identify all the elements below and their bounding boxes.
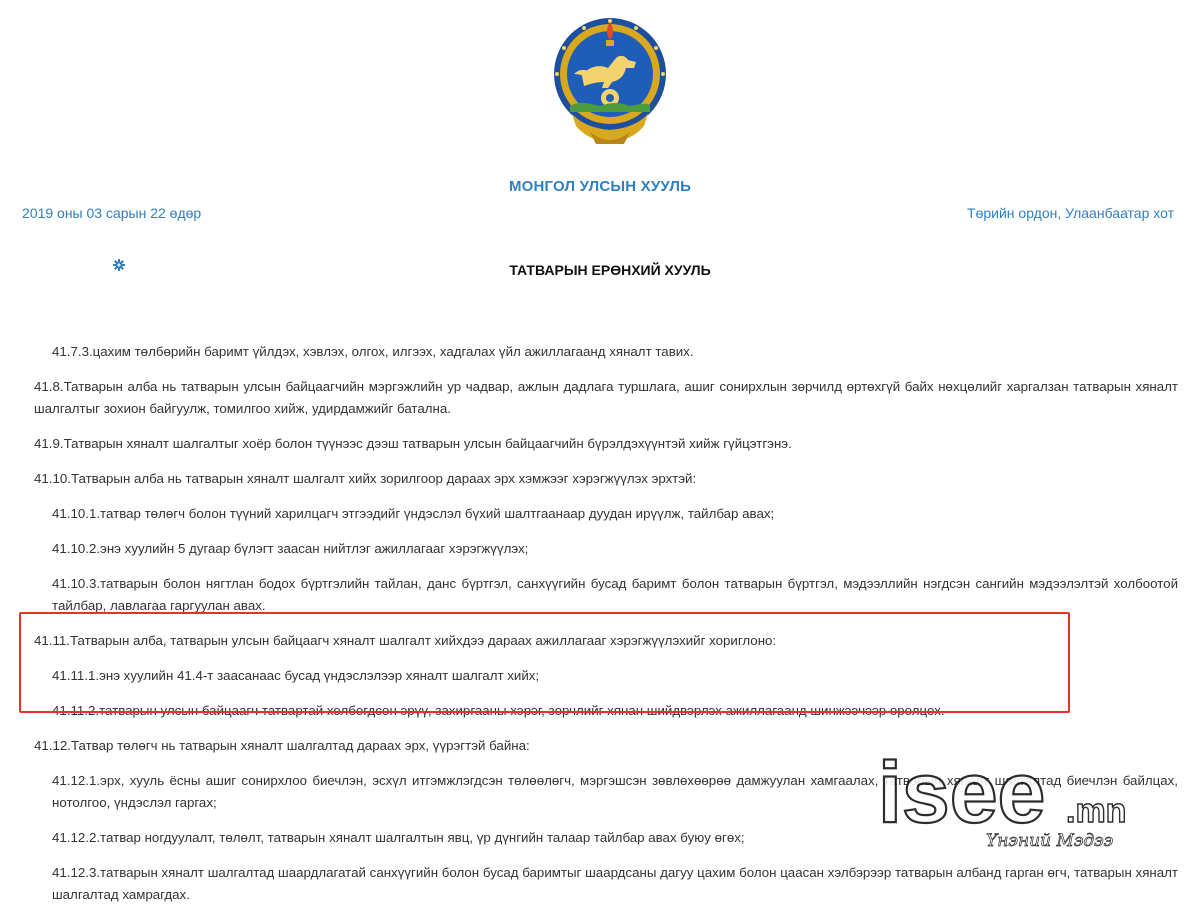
paragraph-41-10-2: 41.10.2.энэ хуулийн 5 дугаар бүлэгт заасан нийтлэг ажиллагааг хэрэгжүүлэх; xyxy=(52,541,529,556)
svg-text:Үнэний Мэдээ: Үнэний Мэдээ xyxy=(986,831,1114,851)
paragraph-41-7-3: 41.7.3.цахим төлбөрийн баримт үйлдэх, хэвлэх, олгох, илгээх, хадгалах үйл ажиллагаанд хяналт тавих. xyxy=(52,344,694,359)
law-title: МОНГОЛ УЛСЫН ХУУЛЬ xyxy=(508,178,692,195)
paragraph-41-10: 41.10.Татварын алба нь татварын хяналт шалгалт хийх зорилгоор дараах эрх хэмжээг хэрэгжүүлэх эрхтэй: xyxy=(34,471,697,486)
paragraph-41-11: 41.11.Татварын алба, татварын улсын байцаагч хяналт шалгалт хийхдээ дараах ажиллагааг хэрэгжүүлэхийг хориглоно: xyxy=(34,633,777,648)
enactment-date: 2019 оны 03 сарын 22 өдөр xyxy=(22,205,202,221)
paragraph-41-12-3: 41.12.3.татварын хяналт шалгалтад шаардлагатай санхүүгийн болон бусад баримтыг шаардсаны дагуу цахим болон цаасан хэлбэрээр татварын албанд гарган өгч, татварын хяналт шалгалтад хамрагдах. xyxy=(52,865,1178,902)
paragraph-41-12-1: 41.12.1.эрх, хууль ёсны ашиг сонирхлоо биечлэн, эсхүл итгэмжлэгдсэн төлөөлөгч, мэргэшсэн зөвлөхөөрөө дамжуулан хамгаалах, татварын хяналт шалгалтад биечлэн байлцах, нотолгоо, үндэслэл гаргах; xyxy=(52,773,1178,810)
document-title: ТАТВАРЫН ЕРӨНХИЙ ХУУЛЬ xyxy=(509,262,711,278)
paragraph-41-8: 41.8.Татварын алба нь татварын улсын байцаагчийн мэргэжлийн ур чадвар, ажлын дадлага туршлага, ашиг сонирхлын зөрчилд өртөхгүй байх нөхцөлийг харгалзан татварын хяналт шалгалтыг зохион байгуулж, томилгоо хийж, удирдамжийг батална. xyxy=(34,379,1178,416)
paragraph-41-12: 41.12.Татвар төлөгч нь татварын хяналт шалгалтад дараах эрх, үүрэгтэй байна: xyxy=(34,738,530,753)
paragraph-41-11-2: 41.11.2.татварын улсын байцаагч татвартай холбогдсон эрүү, захиргааны хэрэг, зөрчлийг хянан шийдвэрлэх ажиллагаанд шинжээчээр оролцох. xyxy=(52,703,945,718)
state-emblem xyxy=(550,14,670,148)
paragraph-41-10-3: 41.10.3.татварын болон нягтлан бодох бүртгэлийн тайлан, данс бүртгэл, санхүүгийн бусад баримт болон татварын бүртгэл, мэдээллийн нэгдсэн сангийн мэдээлэлтэй холбоотой тайлбар, лавлагаа гаргуулан авах. xyxy=(52,576,1178,613)
paragraph-41-9: 41.9.Татварын хяналт шалгалтыг хоёр болон түүнээс дээш татварын улсын байцаагчийн бүрэлдэхүүнтэй хийж гүйцэтгэнэ. xyxy=(34,436,792,451)
svg-text:.mn: .mn xyxy=(1066,792,1127,830)
paragraph-41-11-1: 41.11.1.энэ хуулийн 41.4-т заасанаас бусад үндэслэлээр хяналт шалгалт хийх; xyxy=(52,668,540,683)
isee-watermark-logo xyxy=(876,742,1166,854)
svg-text:isee: isee xyxy=(878,745,1046,841)
enactment-place: Төрийн ордон, Улаанбаатар хот xyxy=(967,205,1174,221)
red-highlight-box xyxy=(19,612,1070,713)
paragraph-41-10-1: 41.10.1.татвар төлөгч болон түүний харилцагч этгээдийг үндэслэл бүхий шалтгаанаар дуудан ирүүлж, тайлбар авах; xyxy=(52,506,775,521)
paragraph-41-12-2: 41.12.2.татвар ногдуулалт, төлөлт, татварын хяналт шалгалтын явц, үр дүнгийн талаар тайлбар авах буюу өгөх; xyxy=(52,830,745,845)
